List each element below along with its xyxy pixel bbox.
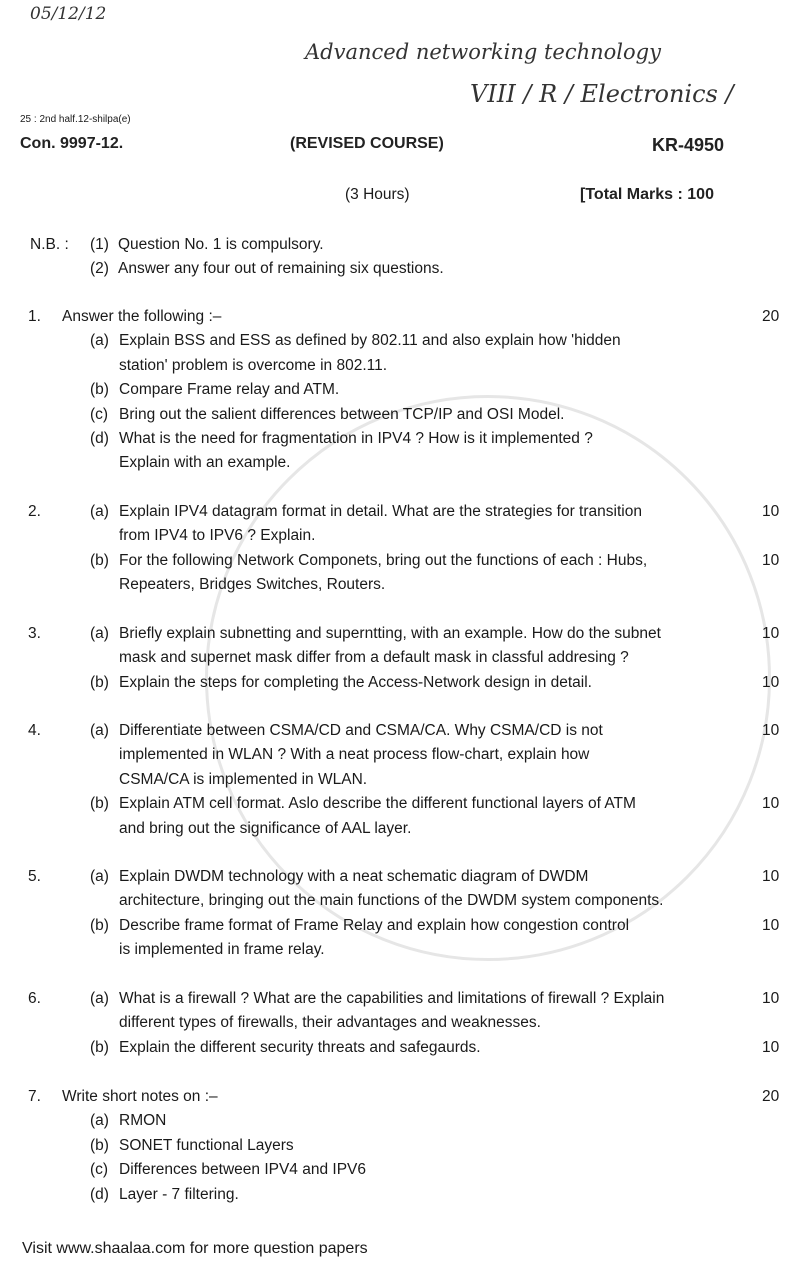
question-1 (0, 305, 800, 476)
part-label: (d) (90, 429, 109, 447)
footer-note: Visit www.shaalaa.com for more question papers (22, 1240, 368, 1257)
part-marks: 10 (762, 673, 780, 691)
question-text: Answer the following :– (62, 308, 222, 325)
part-text: Bring out the salient differences between TCP/IP and OSI Model. (119, 405, 565, 423)
question-number: 5. (28, 868, 41, 885)
part-marks: 10 (762, 868, 780, 885)
part-text: Repeaters, Bridges Switches, Routers. (119, 576, 386, 594)
nb-item-1-num: (1) (90, 236, 109, 253)
total-marks: [Total Marks : 100 (580, 186, 714, 203)
part-label: (a) (90, 625, 109, 642)
nb-item-2: Answer any four out of remaining six questions. (118, 260, 444, 277)
part-text: SONET functional Layers (119, 1136, 294, 1154)
question-4 (0, 719, 800, 841)
part-text: RMON (119, 1112, 167, 1130)
duration: (3 Hours) (345, 186, 410, 203)
part-text: Explain the steps for completing the Access-Network design in detail. (119, 673, 592, 691)
part-label: (d) (90, 1185, 109, 1203)
nb-label: N.B. : (30, 236, 69, 253)
question-marks: 20 (762, 308, 780, 325)
part-label: (c) (90, 1161, 109, 1179)
part-text: Explain the different security threats and safegaurds. (119, 1038, 481, 1056)
part-marks: 10 (762, 990, 780, 1007)
part-text: Explain IPV4 datagram format in detail. What are the strategies for transition (119, 503, 642, 520)
con-number: Con. 9997-12. (20, 135, 124, 152)
part-label: (b) (90, 795, 109, 813)
handwritten-subject: Advanced networking technology (305, 40, 661, 64)
part-label: (a) (90, 868, 109, 885)
question-number: 7. (28, 1088, 41, 1105)
question-2 (0, 500, 800, 598)
part-marks: 10 (762, 625, 780, 642)
part-label: (a) (90, 1112, 109, 1130)
nb-item-1: Question No. 1 is compulsory. (118, 236, 324, 253)
part-text: Differences between IPV4 and IPV6 (119, 1161, 367, 1179)
part-label: (a) (90, 332, 109, 350)
part-label: (b) (90, 1136, 109, 1154)
part-text: Explain ATM cell format. Aslo describe the different functional layers of ATM (119, 795, 636, 813)
part-label: (a) (90, 990, 109, 1007)
handwritten-date: 05/12/12 (30, 4, 107, 24)
question-text: Write short notes on :– (62, 1088, 218, 1105)
part-text: Layer - 7 filtering. (119, 1185, 239, 1203)
part-text: is implemented in frame relay. (119, 941, 325, 959)
part-text: architecture, bringing out the main functions of the DWDM system components. (119, 892, 664, 910)
part-marks: 10 (762, 503, 780, 520)
question-5 (0, 865, 800, 963)
part-text: Differentiate between CSMA/CD and CSMA/CA. Why CSMA/CD is not (119, 722, 603, 739)
part-text: implemented in WLAN ? With a neat process flow-chart, explain how (119, 746, 590, 764)
question-3 (0, 622, 800, 695)
part-label: (c) (90, 405, 109, 423)
part-text: What is the need for fragmentation in IPV4 ? How is it implemented ? (119, 429, 593, 447)
part-text: Explain with an example. (119, 454, 291, 472)
part-text: CSMA/CA is implemented in WLAN. (119, 770, 368, 788)
part-text: mask and supernet mask differ from a default mask in classful addresing ? (119, 649, 629, 667)
part-marks: 10 (762, 916, 780, 934)
part-label: (b) (90, 381, 109, 399)
handwritten-semester: VIII / R / Electronics / (470, 80, 734, 108)
part-label: (b) (90, 551, 109, 569)
part-text: Explain BSS and ESS as defined by 802.11 and also explain how 'hidden (119, 332, 621, 350)
part-marks: 10 (762, 1038, 780, 1056)
part-text: different types of firewalls, their advantages and weaknesses. (119, 1014, 541, 1032)
part-text: and bring out the significance of AAL layer. (119, 819, 412, 837)
nb-instructions (30, 233, 444, 277)
question-number: 4. (28, 722, 41, 739)
nb-item-2-num: (2) (90, 260, 109, 277)
question-6 (0, 987, 800, 1060)
part-label: (a) (90, 503, 109, 520)
question-number: 6. (28, 990, 41, 1007)
part-label: (b) (90, 673, 109, 691)
question-number: 2. (28, 503, 41, 520)
part-marks: 10 (762, 722, 780, 739)
part-marks: 10 (762, 795, 780, 813)
paper-code: KR-4950 (652, 135, 725, 155)
part-text: station' problem is overcome in 802.11. (119, 356, 388, 374)
question-marks: 20 (762, 1088, 780, 1105)
print-code: 25 : 2nd half.12-shilpa(e) (20, 114, 131, 125)
part-label: (a) (90, 722, 109, 739)
question-7 (0, 1085, 800, 1207)
question-number: 3. (28, 625, 41, 642)
part-text: What is a firewall ? What are the capabilities and limitations of firewall ? Explain (119, 990, 665, 1007)
part-label: (b) (90, 916, 109, 934)
part-marks: 10 (762, 551, 780, 569)
part-text: from IPV4 to IPV6 ? Explain. (119, 527, 316, 545)
part-label: (b) (90, 1038, 109, 1056)
part-text: Compare Frame relay and ATM. (119, 381, 340, 399)
part-text: Explain DWDM technology with a neat schematic diagram of DWDM (119, 868, 589, 885)
course-type: (REVISED COURSE) (290, 135, 444, 152)
question-number: 1. (28, 308, 41, 325)
part-text: Briefly explain subnetting and superntting, with an example. How do the subnet (119, 625, 661, 642)
part-text: Describe frame format of Frame Relay and explain how congestion control (119, 916, 630, 934)
part-text: For the following Network Componets, bring out the functions of each : Hubs, (119, 551, 648, 569)
